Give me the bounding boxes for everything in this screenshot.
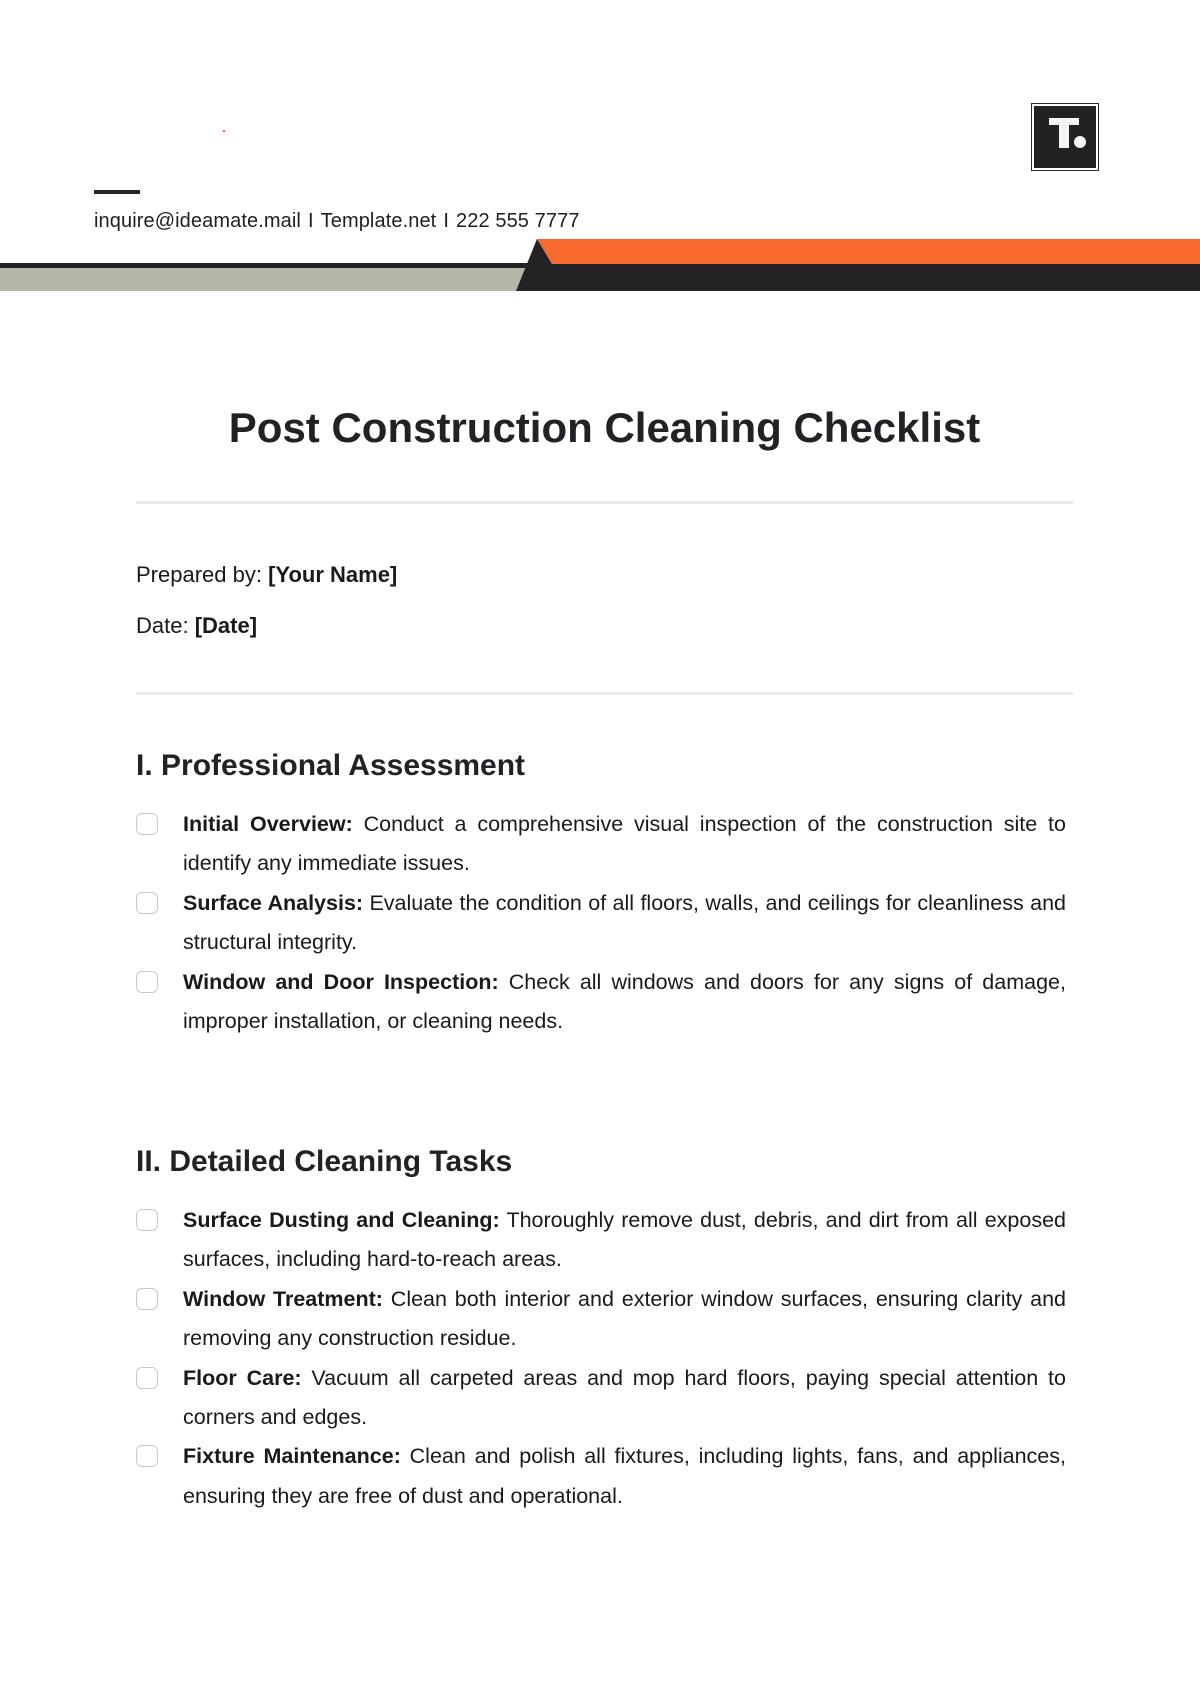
date-label: Date: (136, 613, 189, 638)
item-label: Surface Dusting and Cleaning: (183, 1208, 500, 1232)
logo-dot (1074, 136, 1086, 148)
checkbox[interactable] (136, 1367, 158, 1389)
contact-separator: I (307, 210, 314, 232)
checklist-item (136, 1201, 1066, 1280)
checklist-item-text (183, 963, 1066, 1042)
item-label: Initial Overview: (183, 812, 353, 836)
logo-background (1034, 106, 1096, 168)
checklist-item-text (183, 805, 1066, 884)
date-line (136, 611, 257, 641)
item-description: Check all windows and doors for any signs of damage, improper installation, or cleaning needs. (183, 969, 1066, 1034)
section-heading-detailed-cleaning-tasks: II. Detailed Cleaning Tasks (136, 1145, 513, 1178)
item-label: Fixture Maintenance: (183, 1444, 401, 1469)
prepared-by-value: [Your Name] (268, 562, 398, 587)
item-label: Window Treatment: (183, 1286, 383, 1311)
prepared-by-label: Prepared by: (136, 562, 262, 587)
logo-t-stem (1059, 118, 1069, 148)
checklist-item-text (183, 1437, 1066, 1516)
prepared-by-line (136, 560, 397, 590)
item-label: Floor Care: (183, 1365, 302, 1390)
checkbox[interactable] (136, 892, 158, 914)
checklist-item-text (183, 884, 1066, 963)
header-decorative-bars (0, 230, 1200, 300)
item-description: Evaluate the condition of all floors, walls, and ceilings for cleanliness and structural integrity. (183, 890, 1066, 955)
contact-separator: I (443, 210, 450, 232)
item-label: Window and Door Inspection: (183, 969, 499, 994)
brand-logo (1031, 103, 1099, 171)
divider-top (136, 501, 1073, 504)
checklist-item-text (183, 1201, 1066, 1280)
checklist-item (136, 1280, 1066, 1359)
checkbox[interactable] (136, 1445, 158, 1467)
checklist-item-text (183, 1359, 1066, 1438)
contact-website: Template.net (320, 210, 437, 232)
checklist-professional-assessment (136, 805, 1066, 1041)
header-dark-line (0, 263, 530, 268)
checklist-item (136, 884, 1066, 963)
checklist-item-text (183, 1280, 1066, 1359)
header-gray-band (0, 268, 527, 291)
checkbox[interactable] (136, 813, 158, 835)
header-accent-dash (94, 190, 140, 194)
item-description: Clean both interior and exterior window surfaces, ensuring clarity and removing any construction residue. (183, 1286, 1066, 1351)
header-orange-bar (537, 239, 1200, 264)
divider-bottom (136, 692, 1073, 695)
item-description: Thoroughly remove dust, debris, and dirt from all exposed surfaces, including hard-to-reach areas. (183, 1208, 1066, 1272)
contact-email: inquire@ideamate.mail (94, 210, 301, 232)
logo-placeholder-speck (223, 130, 225, 132)
checklist-item (136, 805, 1066, 884)
checklist-item (136, 1359, 1066, 1438)
checklist-item (136, 1437, 1066, 1516)
checkbox[interactable] (136, 971, 158, 993)
checklist-detailed-cleaning-tasks (136, 1201, 1066, 1516)
checkbox[interactable] (136, 1288, 158, 1310)
checklist-item (136, 963, 1066, 1042)
item-label: Surface Analysis: (183, 890, 364, 915)
date-value: [Date] (194, 613, 258, 638)
page-title: Post Construction Cleaning Checklist (228, 404, 981, 451)
section-heading-professional-assessment: I. Professional Assessment (136, 749, 526, 782)
item-description: Clean and polish all fixtures, including lights, fans, and appliances, ensuring they are free of dust and operational. (183, 1444, 1066, 1508)
item-description: Vacuum all carpeted areas and mop hard floors, paying special attention to corners and edges. (183, 1365, 1066, 1430)
checkbox[interactable] (136, 1209, 158, 1231)
contact-phone: 222 555 7777 (456, 210, 580, 232)
item-description: Conduct a comprehensive visual inspection of the construction site to identify any immediate issues. (183, 812, 1066, 876)
